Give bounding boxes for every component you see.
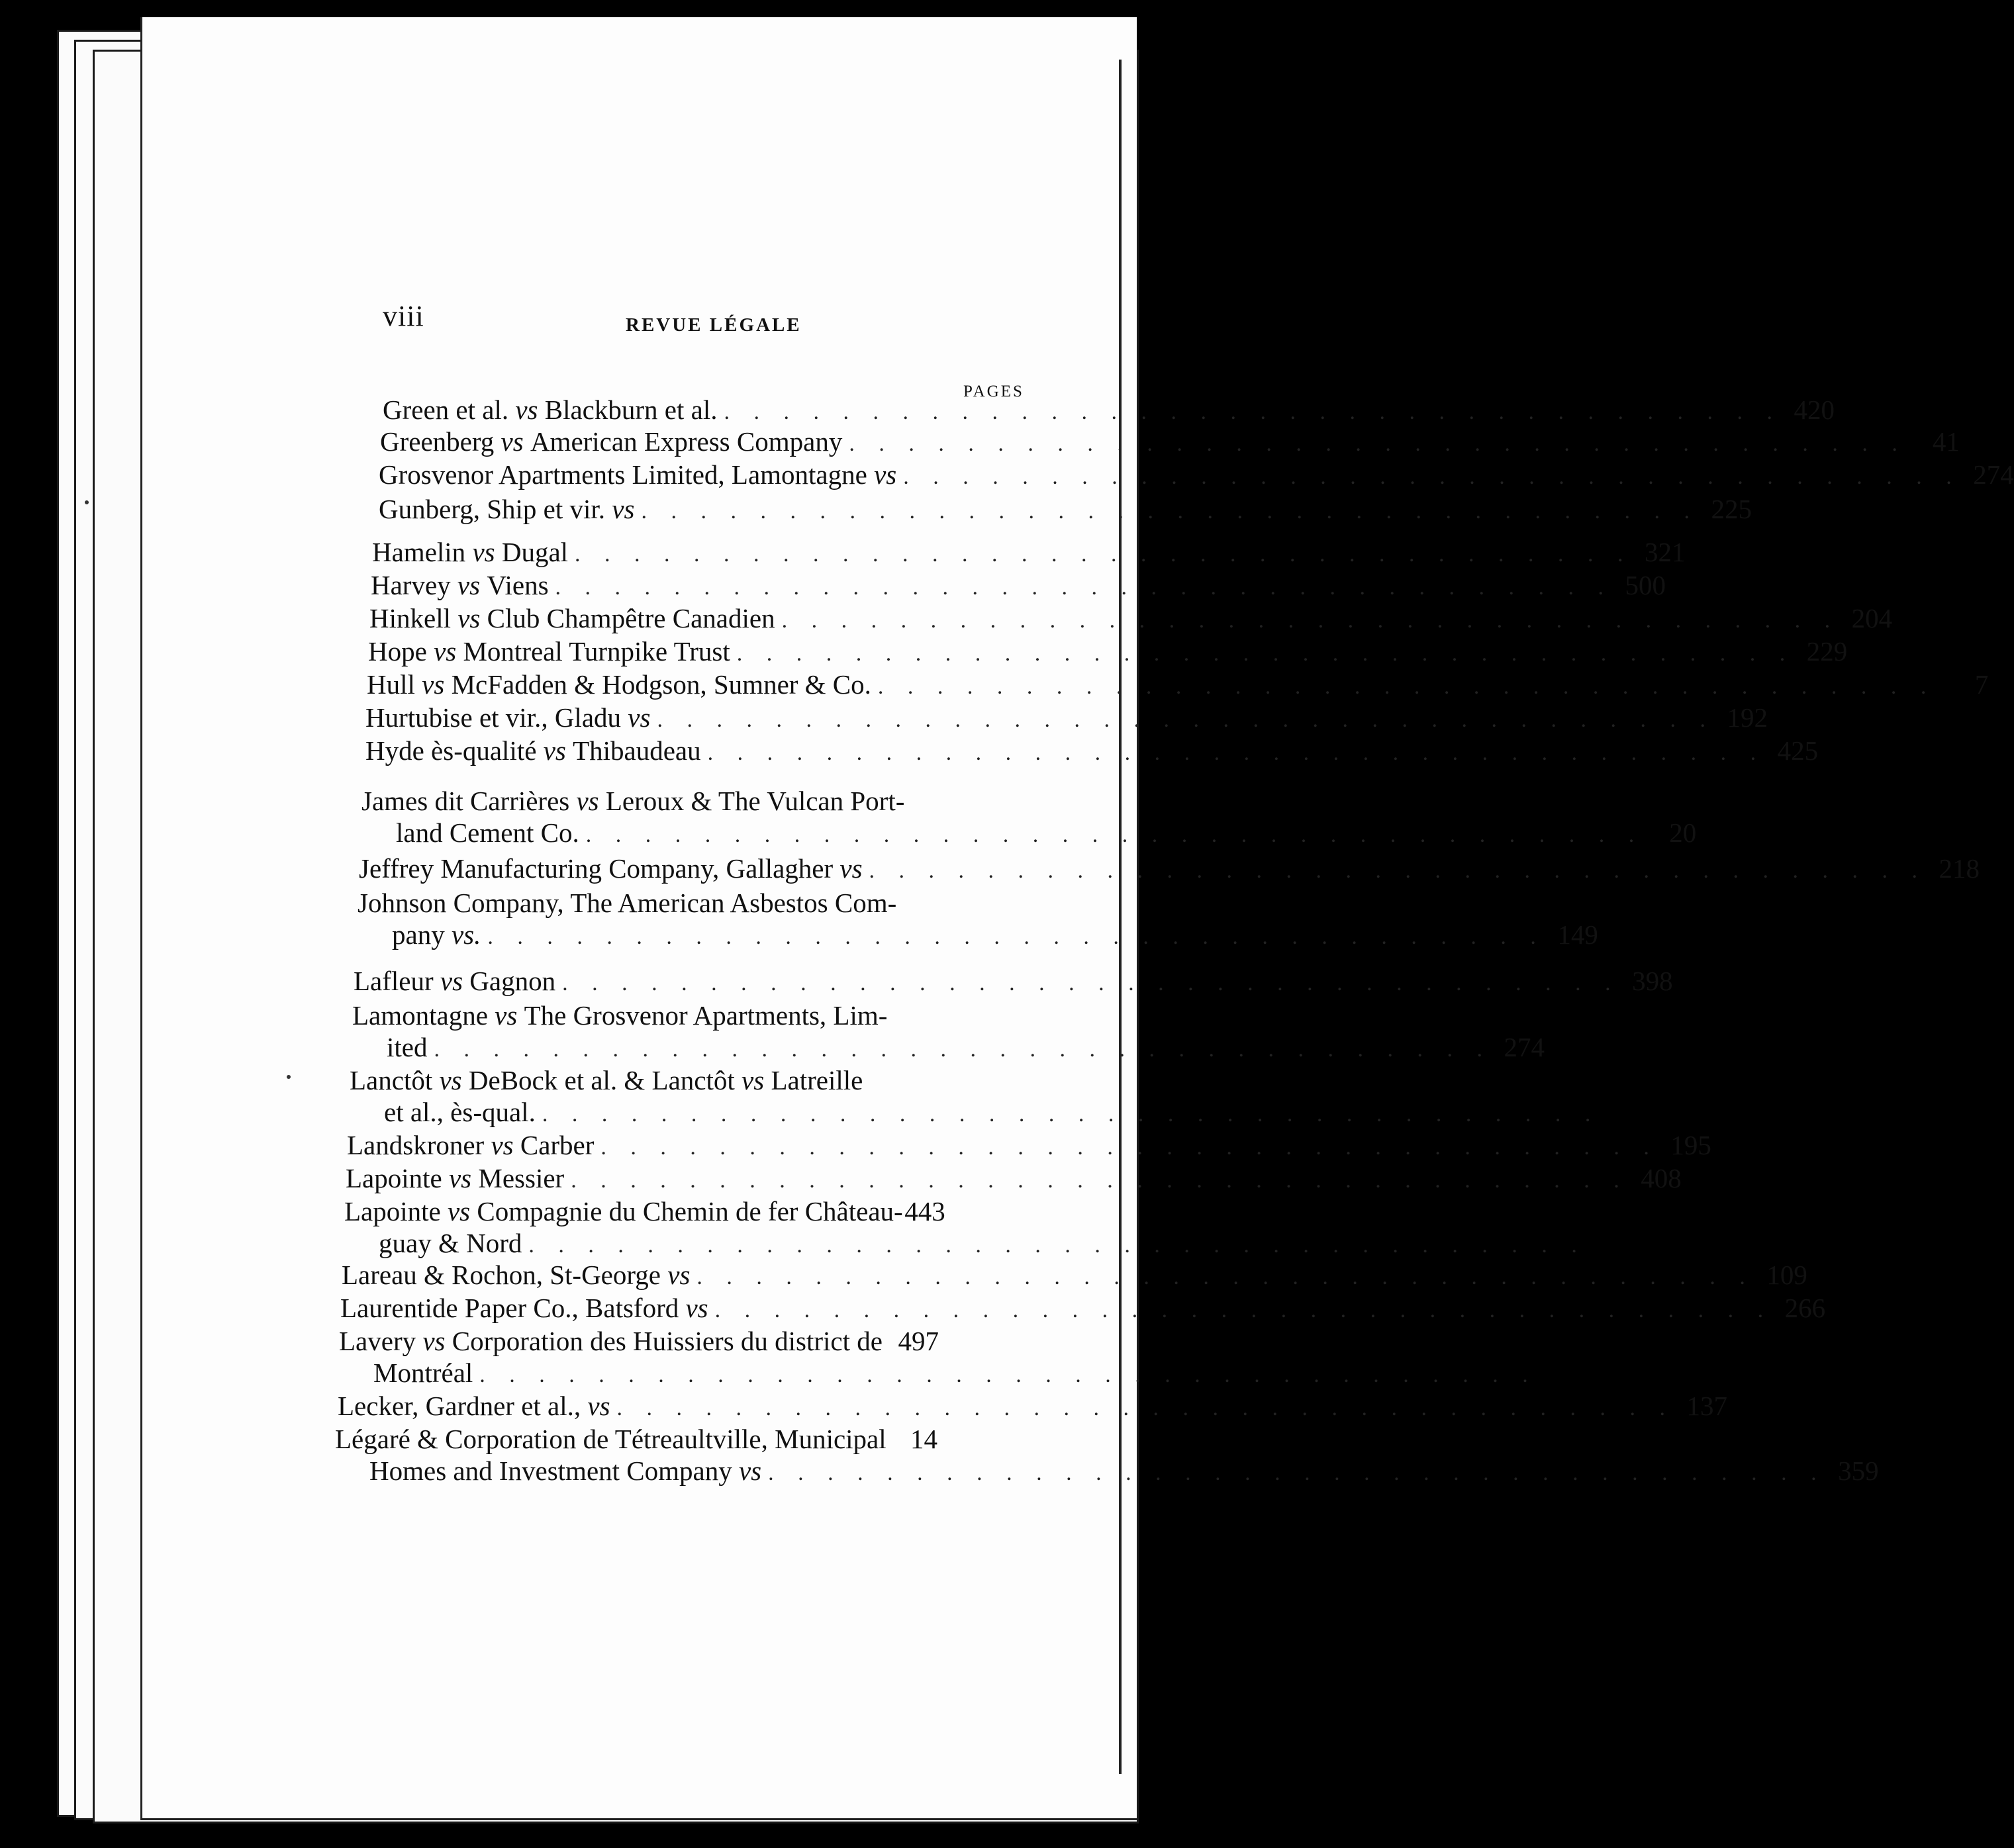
index-entry: Hamelin vs Dugal . . . . . . . . . . . . . . . . . . . . . . . . . . . . . . . . . . . . 321 (372, 537, 1686, 567)
index-entry: Gunberg, Ship et vir. vs . . . . . . . . . . . . . . . . . . . . . . . . . . . . . . . . . . . . 225 (379, 494, 1752, 524)
index-entry: Hope vs Montreal Turnpike Trust . . . . . . . . . . . . . . . . . . . . . . . . . . . . . . . . . . . . 229 (368, 636, 1848, 667)
index-entry: Lanctôt vs DeBock et al. & Lanctôt vs Latreille et al., ès-qual. . . . . . . . . . . . . . . . . . . . . . . . . . . . . . . . . . . . . (350, 1065, 1600, 1127)
running-head: REVUE LÉGALE (626, 314, 802, 336)
index-entry: Jeffrey Manufacturing Company, Gallagher vs . . . . . . . . . . . . . . . . . . . . . . . . . . . . . . . . . . . . 218 (359, 853, 1980, 884)
index-entry: Hull vs McFadden & Hodgson, Sumner & Co. . . . . . . . . . . . . . . . . . . . . . . . . . . . . . . . . . . . . 7 (367, 669, 1989, 700)
index-entry: Landskroner vs Carber . . . . . . . . . . . . . . . . . . . . . . . . . . . . . . . . . . . . 195 (347, 1130, 1711, 1160)
index-entry: Harvey vs Viens . . . . . . . . . . . . . . . . . . . . . . . . . . . . . . . . . . . . 500 (371, 570, 1666, 600)
index-entry: Laurentide Paper Co., Batsford vs . . . . . . . . . . . . . . . . . . . . . . . . . . . . . . . . . . . . 266 (340, 1293, 1826, 1323)
index-entry: Johnson Company, The American Asbestos Com- pany vs. . . . . . . . . . . . . . . . . . . . . . . . . . . . . . . . . . . . . 149 (358, 888, 1598, 950)
index-entry: Hurtubise et vir., Gladu vs . . . . . . . . . . . . . . . . . . . . . . . . . . . . . . . . . . . . 192 (365, 702, 1768, 733)
index-entry: Légaré & Corporation de Tétreaultville, Municipal 14 Homes and Investment Company vs . . . . . . . . . . . . . . . . . . . . . . . . . . . . . . . . . . . . 359 (335, 1424, 1879, 1486)
index-entry: Lamontagne vs The Grosvenor Apartments, Lim- ited . . . . . . . . . . . . . . . . . . . . . . . . . . . . . . . . . . . . 274 (352, 1000, 1545, 1062)
page-folio: viii (383, 300, 424, 332)
index-entry: Greenberg vs American Express Company . . . . . . . . . . . . . . . . . . . . . . . . . . . . . . . . . . . . 41 (380, 426, 1960, 457)
index-entry: Hinkell vs Club Champêtre Canadien . . . . . . . . . . . . . . . . . . . . . . . . . . . . . . . . . . . . 204 (369, 603, 1893, 633)
index-entry: Lavery vs Corporation des Huissiers du district de 497 Montréal . . . . . . . . . . . . . . . . . . . . . . . . . . . . . . . . . . . . (339, 1326, 1537, 1388)
index-entry: James dit Carrières vs Leroux & The Vulcan Port- land Cement Co. . . . . . . . . . . . . . . . . . . . . . . . . . . . . . . . . . . . . 20 (361, 786, 1697, 848)
index-entry: Lapointe vs Compagnie du Chemin de fer Château- 443 guay & Nord . . . . . . . . . . . . . . . . . . . . . . . . . . . . . . . . . . . . (344, 1196, 1586, 1258)
pages-column-label: PAGES (963, 383, 1024, 400)
index-entry: Grosvenor Apartments Limited, Lamontagne vs . . . . . . . . . . . . . . . . . . . . . . . . . . . . . . . . . . . . 274 (379, 459, 2014, 490)
index-entry: Lareau & Rochon, St-George vs . . . . . . . . . . . . . . . . . . . . . . . . . . . . . . . . . . . . 109 (342, 1260, 1807, 1290)
index-entry: Lapointe vs Messier . . . . . . . . . . . . . . . . . . . . . . . . . . . . . . . . . . . . 408 (346, 1163, 1682, 1193)
index-entry: Hyde ès-qualité vs Thibaudeau . . . . . . . . . . . . . . . . . . . . . . . . . . . . . . . . . . . . 425 (365, 735, 1819, 766)
index-entry: Lafleur vs Gagnon . . . . . . . . . . . . . . . . . . . . . . . . . . . . . . . . . . . . 398 (354, 966, 1673, 996)
index-entry: Green et al. vs Blackburn et al. . . . . . . . . . . . . . . . . . . . . . . . . . . . . . . . . . . . . 420 (383, 394, 1835, 425)
index-entry: Lecker, Gardner et al., vs . . . . . . . . . . . . . . . . . . . . . . . . . . . . . . . . . . . . 137 (338, 1391, 1728, 1421)
